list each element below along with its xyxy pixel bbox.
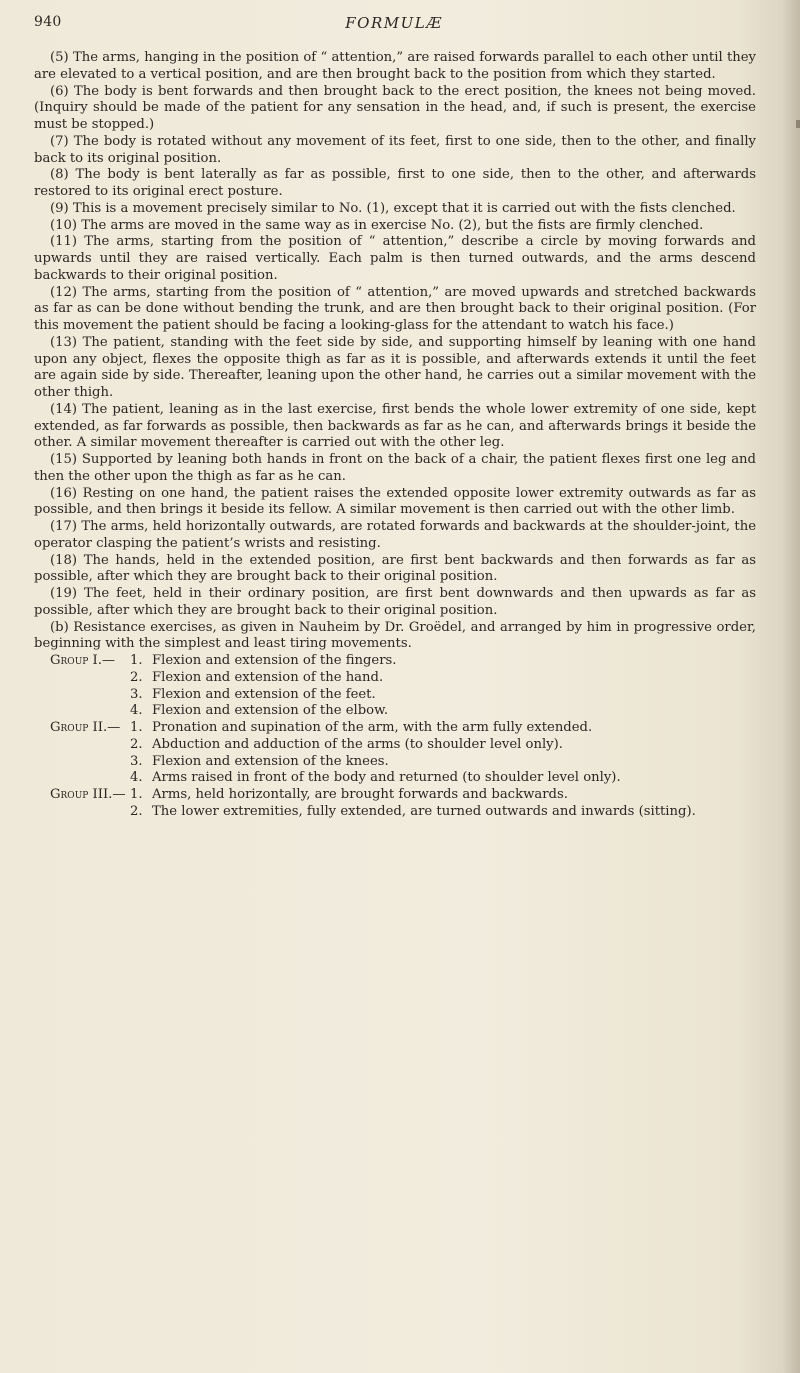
item-text: Flexion and extension of the knees. <box>152 753 389 769</box>
list-item <box>34 653 756 670</box>
paragraph-exercise-15: (15) Supported by leaning both hands in front on the back of a chair, the patient flexes first one leg and then the other upon the thigh as far as he can. <box>34 452 756 484</box>
list-item <box>34 754 756 771</box>
item-text: Flexion and extension of the fingers. <box>152 653 397 668</box>
group-label: Group III.— <box>50 787 126 802</box>
paragraph-exercise-11: (11) The arms, starting from the position of “ attention,” describe a circle by moving forwards and upwards until they are raised vertically. Each palm is then turned outwards, and the arms descend backwards to their original position. <box>34 234 756 283</box>
item-number: 1. <box>130 653 143 668</box>
page-edge-shadow <box>782 0 800 1373</box>
item-text: Arms raised in front of the body and returned (to shoulder level only). <box>152 770 621 786</box>
item-number: 1. <box>130 720 143 735</box>
list-item <box>34 737 756 754</box>
paragraph-exercise-19: (19) The feet, held in their ordinary position, are first bent downwards and then upwards as far as possible, after which they are brought back to their original position. <box>34 586 756 618</box>
group-label: Group II.— <box>50 720 121 735</box>
list-item <box>34 804 756 821</box>
item-number: 2. <box>130 736 143 752</box>
list-item <box>34 703 756 720</box>
list-item <box>34 787 756 804</box>
paragraph-exercise-12: (12) The arms, starting from the position of “ attention,” are moved upwards and stretched backwards as far as can be done without bending the trunk, and are then brought back to their original position. (For this movement the patient should be facing a looking-glass for the attendant to watch his face.) <box>34 284 756 333</box>
list-item <box>34 670 756 687</box>
item-number: 4. <box>130 703 143 719</box>
page-edge-mark <box>796 120 800 128</box>
paragraph-exercise-14: (14) The patient, leaning as in the last exercise, first bends the whole lower extremity of one side, kept extended, as far forwards as possible, then backwards as far as he can, and afterwards brings it beside the other. A similar movement thereafter is carried out with the other leg. <box>34 401 756 451</box>
item-number: 3. <box>130 686 143 702</box>
group-2 <box>34 720 756 787</box>
group-label: Group I.— <box>50 653 116 668</box>
item-text: Arms, held horizontally, are brought forwards and backwards. <box>152 787 568 802</box>
paragraph-exercise-5: (5) The arms, hanging in the position of “ attention,” are raised forwards parallel to each other until they are elevated to a vertical position, and are then brought back to the position from which they started. <box>34 50 756 82</box>
body-text <box>34 50 756 821</box>
paragraph-exercise-9: (9) This is a movement precisely similar to No. (1), except that it is carried out with the fists clenched. <box>50 200 736 216</box>
list-item <box>34 720 756 737</box>
page-number: 940 <box>34 14 62 30</box>
page-header <box>34 14 754 36</box>
item-text: Pronation and supination of the arm, with the arm fully extended. <box>152 720 593 735</box>
paragraph-exercise-7: (7) The body is rotated without any movement of its feet, first to one side, then to the other, and finally back to its original position. <box>34 133 756 166</box>
item-text: Flexion and extension of the feet. <box>152 686 376 702</box>
item-text: Abduction and adduction of the arms (to shoulder level only). <box>152 736 563 752</box>
item-text: Flexion and extension of the hand. <box>152 669 384 685</box>
list-item <box>34 687 756 704</box>
item-text: Flexion and extension of the elbow. <box>152 703 389 719</box>
item-number: 4. <box>130 770 143 786</box>
paragraph-exercise-6: (6) The body is bent forwards and then brought back to the erect position, the knees not being moved. (Inquiry should be made of the patient for any sensation in the head, and, if such is present, the exercise must be stopped.) <box>34 83 756 132</box>
paragraph-resistance-exercises: (b) Resistance exercises, as given in Nauheim by Dr. Groëdel, and arranged by him in progressive order, beginning with the simplest and least tiring movements. <box>34 619 756 652</box>
paragraph-exercise-18: (18) The hands, held in the extended position, are first bent backwards and then forwards as far as possible, after which they are brought back to their original position. <box>34 552 756 585</box>
paragraph-exercise-16: (16) Resting on one hand, the patient raises the extended opposite lower extremity outwards as far as possible, and then brings it beside its fellow. A similar movement is then carried out with the other limb. <box>34 485 756 518</box>
running-head: FORMULÆ <box>345 14 443 32</box>
item-number: 3. <box>130 753 143 769</box>
item-text: The lower extremities, fully extended, are turned outwards and inwards (sitting). <box>152 803 696 819</box>
paragraph-exercise-17: (17) The arms, held horizontally outwards, are rotated forwards and backwards at the shoulder-joint, the operator clasping the patient’s wrists and resisting. <box>34 519 756 551</box>
item-number: 1. <box>130 787 143 802</box>
list-item <box>34 770 756 787</box>
paragraph-exercise-8: (8) The body is bent laterally as far as possible, first to one side, then to the other, and afterwards restored to its original erect posture. <box>34 167 756 199</box>
paragraph-exercise-13: (13) The patient, standing with the feet side by side, and supporting himself by leaning with one hand upon any object, flexes the opposite thigh as far as it is possible, and afterwards extends it until the feet are again side by side. Thereafter, leaning upon the other hand, he carries out a similar movement with the other thigh. <box>34 334 756 400</box>
group-3 <box>34 787 756 821</box>
item-number: 2. <box>130 803 143 819</box>
paragraph-exercise-10: (10) The arms are moved in the same way as in exercise No. (2), but the fists are firmly clenched. <box>50 217 704 233</box>
group-1 <box>34 653 756 720</box>
item-number: 2. <box>130 669 143 685</box>
